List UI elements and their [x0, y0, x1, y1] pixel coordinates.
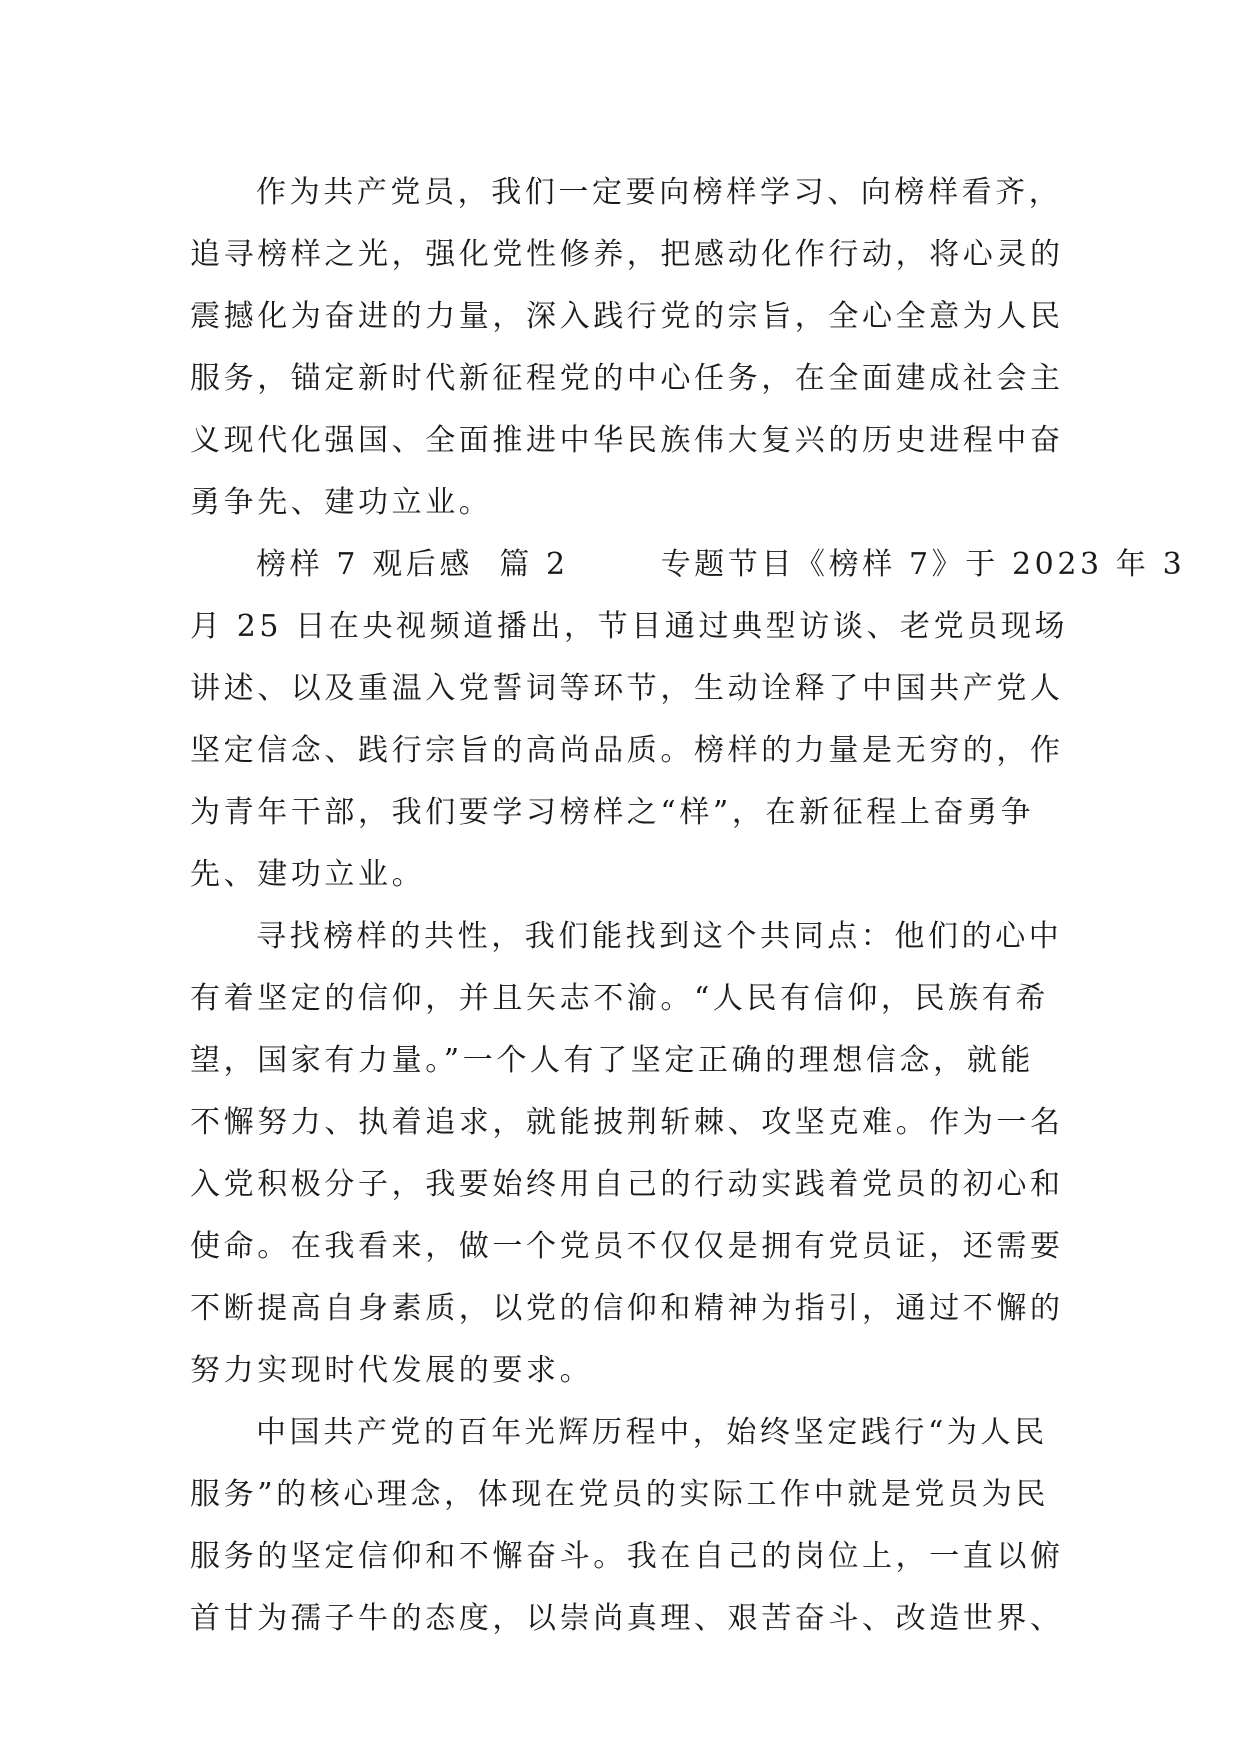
- document-page: [190, 162, 1186, 1650]
- paragraph-3-line-4: 不懈努力、执着追求，就能披荆斩棘、攻坚克难。作为一名: [190, 1105, 1064, 1140]
- paragraph-2-line-4: 坚定信念、践行宗旨的高尚品质。榜样的力量是无穷的，作: [190, 733, 1064, 768]
- paragraph-3-line-3: 望，国家有力量。”一个人有了坚定正确的理想信念，就能: [190, 1043, 1034, 1078]
- paragraph-1-line-1: 作为共产党员，我们一定要向榜样学习、向榜样看齐，: [256, 175, 1063, 210]
- paragraph-3-line-5: 入党积极分子，我要始终用自己的行动实践着党员的初心和: [190, 1167, 1064, 1202]
- paragraph-4-line-2: 服务”的核心理念，体现在党员的实际工作中就是党员为民: [190, 1477, 1049, 1512]
- section-heading-line: 榜样 7 观后感 篇 2 专题节目《榜样 7》于 2023 年 3: [256, 547, 1186, 582]
- paragraph-2-line-2: 月 25 日在央视频道播出，节目通过典型访谈、老党员现场: [190, 609, 1069, 644]
- paragraph-2-line-6: 先、建功立业。: [190, 857, 426, 892]
- paragraph-2-line-3: 讲述、以及重温入党誓词等环节，生动诠释了中国共产党人: [190, 671, 1064, 706]
- paragraph-1-line-3: 震撼化为奋进的力量，深入践行党的宗旨，全心全意为人民: [190, 299, 1064, 334]
- paragraph-4-line-3: 服务的坚定信仰和不懈奋斗。我在自己的岗位上，一直以俯: [190, 1539, 1064, 1574]
- paragraph-3-line-7: 不断提高自身素质，以党的信仰和精神为指引，通过不懈的: [190, 1291, 1064, 1326]
- paragraph-1-line-2: 追寻榜样之光，强化党性修养，把感动化作行动，将心灵的: [190, 237, 1064, 272]
- paragraph-3-line-1: 寻找榜样的共性，我们能找到这个共同点：他们的心中: [256, 919, 1063, 954]
- paragraph-1-line-4: 服务，锚定新时代新征程党的中心任务，在全面建成社会主: [190, 361, 1064, 396]
- paragraph-1-line-5: 义现代化强国、全面推进中华民族伟大复兴的历史进程中奋: [190, 423, 1064, 458]
- paragraph-4-line-1: 中国共产党的百年光辉历程中，始终坚定践行“为人民: [256, 1415, 1048, 1450]
- paragraph-4-line-4: 首甘为孺子牛的态度，以崇尚真理、艰苦奋斗、改造世界、: [190, 1601, 1064, 1636]
- paragraph-2-line-5: 为青年干部，我们要学习榜样之“样”，在新征程上奋勇争: [190, 795, 1035, 830]
- paragraph-3-line-8: 努力实现时代发展的要求。: [190, 1353, 594, 1388]
- paragraph-3-line-6: 使命。在我看来，做一个党员不仅仅是拥有党员证，还需要: [190, 1229, 1064, 1264]
- paragraph-3-line-2: 有着坚定的信仰，并且矢志不渝。“人民有信仰，民族有希: [190, 981, 1049, 1016]
- paragraph-1-line-6: 勇争先、建功立业。: [190, 485, 493, 520]
